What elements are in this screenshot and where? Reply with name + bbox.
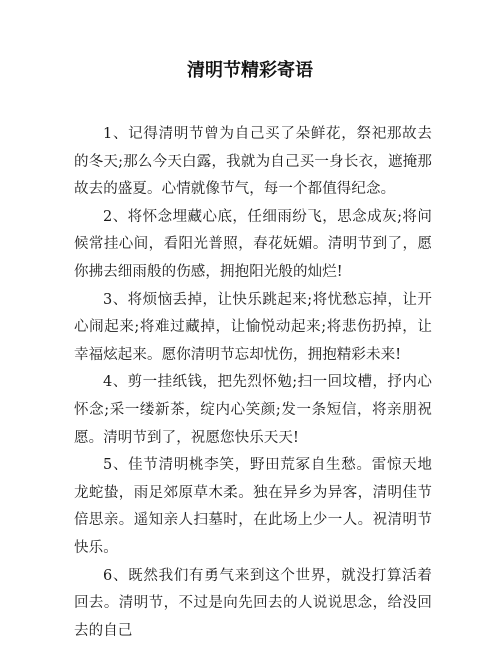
paragraph-5: 5、佳节清明桃李笑，野田荒冢自生愁。雷惊天地龙蛇蛰，雨足郊原草木柔。独在异乡为异客，清明佳节倍思亲。遥知亲人扫墓时，在此场上少一人。祝清明节快乐。 (74, 452, 432, 562)
paragraph-4: 4、剪一挂纸钱，把先烈怀勉;扫一回坟槽，抒内心怀念;采一缕新茶，绽内心笑颜;发一条短信，将亲朋祝愿。清明节到了，祝愿您快乐天天! (74, 369, 432, 452)
paragraph-2: 2、将怀念埋藏心底，任细雨纷飞，思念成灰;将问候常挂心间，看阳光普照，春花妩媚。清明节到了，愿你拂去细雨般的伤感，拥抱阳光般的灿烂! (74, 204, 432, 287)
document-title: 清明节精彩寄语 (0, 58, 500, 84)
paragraph-3: 3、将烦恼丢掉，让快乐跳起来;将忧愁忘掉，让开心闹起来;将难过藏掉，让愉悦动起来;将悲伤扔掉，让幸福炫起来。愿你清明节忘却忧伤，拥抱精彩未来! (74, 287, 432, 370)
paragraph-1: 1、记得清明节曾为自己买了朵鲜花，祭祀那故去的冬天;那么今天白露，我就为自己买一身长衣，遮掩那故去的盛夏。心情就像节气，每一个都值得纪念。 (74, 121, 432, 204)
paragraph-6: 6、既然我们有勇气来到这个世界，就没打算活着回去。清明节，不过是向先回去的人说说思念，给没回去的自己 (74, 563, 432, 645)
document-body (74, 121, 432, 645)
